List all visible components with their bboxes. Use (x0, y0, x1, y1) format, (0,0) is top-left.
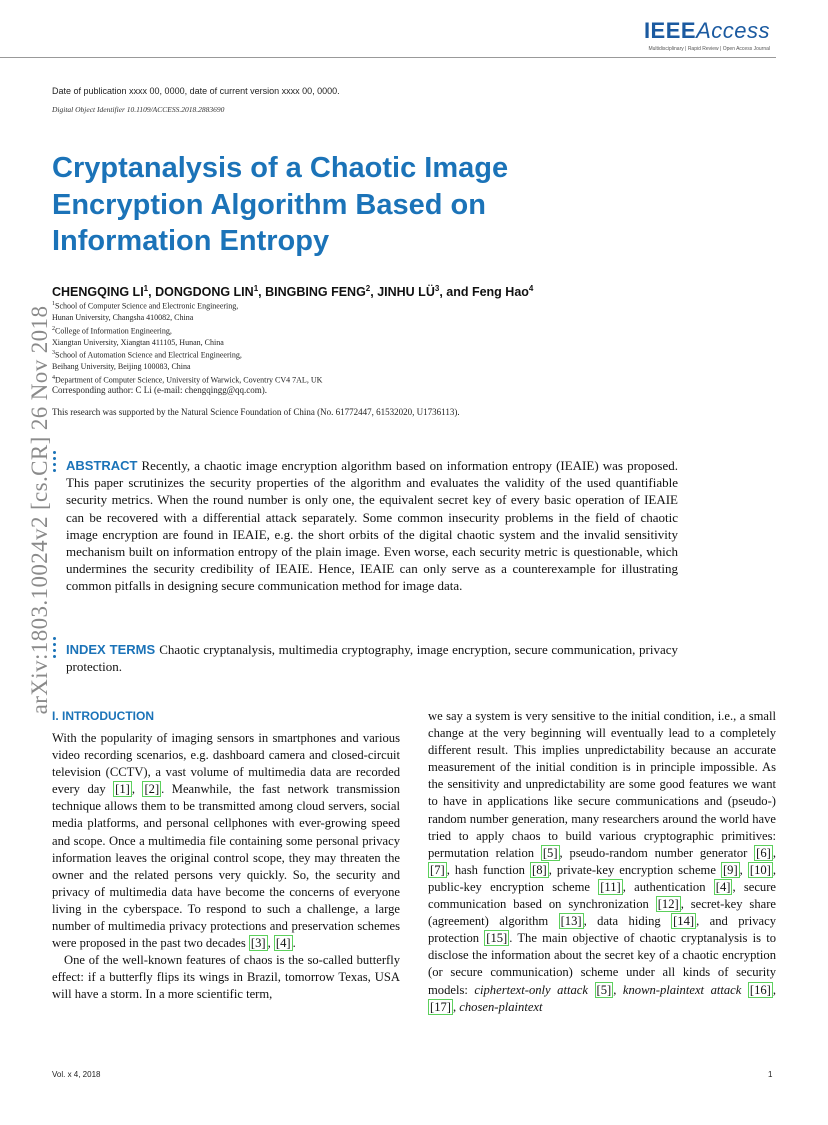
emphasis-term: known-plaintext attack (622, 982, 742, 997)
logo-tagline: Multidisciplinary | Rapid Review | Open Access Journal (648, 46, 770, 52)
abstract-label: ABSTRACT (66, 458, 138, 473)
text-run: , (452, 999, 460, 1014)
text-run: , secure communication based on synchronization (428, 879, 776, 912)
section-heading-introduction: I. INTRODUCTION (52, 709, 154, 723)
citation-link[interactable]: [4] (275, 936, 291, 951)
citation-link[interactable]: [16] (749, 982, 771, 997)
citation-link[interactable]: [12] (657, 897, 679, 912)
citation-link[interactable]: [3] (250, 936, 266, 951)
emphasis-term: chosen-plaintext (459, 999, 543, 1014)
index-terms-text: Chaotic cryptanalysis, multimedia cryptography, image encryption, secure communication, privacy protection. (66, 642, 679, 675)
citation-link[interactable]: [5] (596, 982, 612, 997)
emphasis-term: ciphertext-only attack (474, 982, 588, 997)
affiliation-sup: 2 (52, 325, 55, 332)
author-sup: 2 (365, 284, 371, 293)
paper-title: Cryptanalysis of a Chaotic Image Encryption Algorithm Based on Information Entropy (52, 152, 509, 257)
abstract (66, 457, 678, 595)
citation-link[interactable]: [1] (115, 782, 130, 797)
citation-link[interactable]: [11] (600, 879, 621, 894)
affiliation-line: Beihang University, Beijing 100083, China (52, 362, 191, 372)
text-run: , (772, 845, 776, 860)
affiliation-sup: 4 (52, 374, 55, 381)
citation-link[interactable]: [13] (560, 914, 582, 929)
publication-date: Date of publication xxxx 00, 0000, date of current version xxxx 00, 0000. (52, 86, 340, 96)
index-terms (66, 641, 678, 675)
text-run: , pseudo-random number generator (559, 845, 755, 860)
text-run: we say a system is very sensitive to the initial condition, i.e., a small change at the very beginning will eventually lead to a completely different result. This implies unpredictability because an accurate measurement of the initial condition is in principle impossible. As the sensitivity and unpredictability are some good features we want to have in applications like secure communications and (pseudo-) random number generation, many researchers around the world have tried to apply chaos to build various cryptographic primitives: permutation relation (428, 709, 776, 860)
funding-note: This research was supported by the Natural Science Foundation of China (No. 61772447, 61532020, U1736113). (52, 407, 460, 417)
author-name: JINHU LÜ (377, 285, 435, 300)
affiliation-line: School of Automation Science and Electrical Engineering, (55, 350, 242, 360)
author-name: DONGDONG LIN (155, 285, 254, 300)
index-terms-label: INDEX TERMS (66, 642, 156, 657)
paragraph: One of the well-known features of chaos is the so-called butterfly effect: if a butterfly flips its wings in Brazil, tomorrow Texas, USA will have a storm. In a more scientific term, (52, 953, 400, 1002)
ieee-access-logo (644, 18, 770, 52)
affiliations (52, 299, 322, 386)
abstract-text: Recently, a chaotic image encryption algorithm based on information entropy (IEAIE) was proposed. This paper scrutinizes the security properties of the algorithm and evaluates the validity of the used quantifiable security metrics. When the round number is only one, the equivalent secret key of every basic operation of IEAIE can be recovered with a differential attack separately. Some common insecurity problems in the field of chaotic image encryption are found in IEAIE, e.g. the short orbits of the digital chaotic system and the invalid sensitivity mechanism built on information entropy of the plain image. Even worse, each security metric is questionable, which undermines the security credibility of IEAIE. Hence, IEAIE can only serve as a counterexample for illustrating common pitfalls in designing secure communication method for image data. (66, 458, 678, 594)
author-sup: 1 (253, 284, 259, 293)
author-sup: 3 (434, 284, 440, 293)
text-run: , and privacy protection (428, 914, 776, 946)
text-run: , (131, 782, 143, 797)
text-run: , (739, 862, 748, 877)
affiliation-line: Hunan University, Changsha 410082, China (52, 313, 194, 323)
paragraph (52, 730, 400, 952)
citation-link[interactable]: [9] (722, 862, 738, 877)
text-run (741, 983, 748, 997)
citation-link[interactable]: [6] (756, 845, 771, 860)
affiliation-line: School of Computer Science and Electronic Engineering, (55, 301, 239, 311)
citation-link[interactable]: [10] (749, 862, 771, 877)
text-run (588, 983, 595, 997)
text-run: , (613, 982, 623, 997)
footer-page-number: 1 (768, 1070, 773, 1079)
citation-link[interactable]: [7] (430, 862, 445, 877)
left-column (52, 730, 400, 1004)
citation-link[interactable]: [14] (673, 914, 695, 929)
affiliation-sup: 3 (52, 350, 55, 357)
text-run: With the popularity of imaging sensors in smartphones and various video recording scenarios, e.g. dashboard camera and closed-circuit television (CCTV), a vast volume of multimedia data are recorded every day (52, 731, 400, 797)
text-run: , authentication (622, 879, 714, 894)
text-run: , data hiding (583, 914, 672, 929)
text-run: , hash function (446, 862, 531, 877)
index-terms-dots-decoration (53, 637, 56, 661)
author-sup: 1 (143, 284, 149, 293)
logo-bold-text: IEEE (643, 18, 697, 43)
text-run: , secret-key share (agreement) algorithm (428, 897, 776, 929)
footer-volume: Vol. x 4, 2018 (52, 1070, 101, 1079)
citation-link[interactable]: [5] (542, 845, 558, 860)
affiliation-sup: 1 (52, 301, 55, 307)
text-run: . (292, 936, 296, 951)
text-run: . Meanwhile, the fast network transmission technique allows them to be transmitted among cloud servers, social media platforms, and personal cellphones with ever-growing speed and scope. Once a multimedia file containing some personal privacy information leaves the original control scope, they may threaten the owner and the related persons very quickly. So, the security and privacy of multimedia data have become the concerns of everyone living in the cyberspace. To respond to such a challenge, a large number of multimedia privacy protections and preservation schemes were proposed in the past two decades (52, 782, 401, 951)
arxiv-stamp: arXiv:1803.10024v2 [cs.CR] 26 Nov 2018 (27, 305, 52, 715)
author-sup: 4 (528, 284, 534, 293)
text-run: , (772, 982, 777, 997)
right-column (428, 708, 776, 1016)
header-divider (0, 57, 776, 58)
citation-link[interactable]: [15] (486, 931, 508, 946)
citation-link[interactable]: [4] (715, 879, 731, 894)
text-run: , public-key encryption scheme (428, 862, 777, 894)
doi: Digital Object Identifier 10.1109/ACCESS.2018.2883690 (52, 105, 225, 114)
citation-link[interactable]: [8] (532, 862, 547, 877)
text-run: , (267, 936, 274, 951)
citation-link[interactable]: [2] (144, 782, 160, 797)
author-name: and Feng Hao (446, 285, 529, 300)
affiliation-line: College of Information Engineering, (55, 326, 172, 336)
affiliation-line: Department of Computer Science, University of Warwick, Coventry CV4 7AL, UK (55, 375, 323, 385)
text-run: . The main objective of chaotic cryptanalysis is to disclose the information about the secret key of a chaotic encryption (or secure communication) scheme under all kinds of security models: (428, 931, 776, 997)
citation-link[interactable]: [17] (430, 999, 451, 1014)
text-run: , private-key encryption scheme (548, 862, 721, 877)
affiliation-line: Xiangtan University, Xiangtan 411105, Hunan, China (52, 337, 224, 347)
author-list: CHENGQING $LI^1$, DONGDONG LIN$^1$, BINGBING FENG$^2$, JINHU $LÜ^3$, and Feng Hao$^4$ (52, 284, 534, 300)
author-name: CHENGQING LI (52, 285, 144, 300)
corresponding-author: Corresponding author: C Li (e-mail: chengqingg@qq.com). (52, 385, 267, 395)
abstract-dots-decoration (53, 451, 56, 475)
author-name: BINGBING FENG (265, 285, 366, 300)
logo-italic-text: Access (696, 18, 770, 43)
